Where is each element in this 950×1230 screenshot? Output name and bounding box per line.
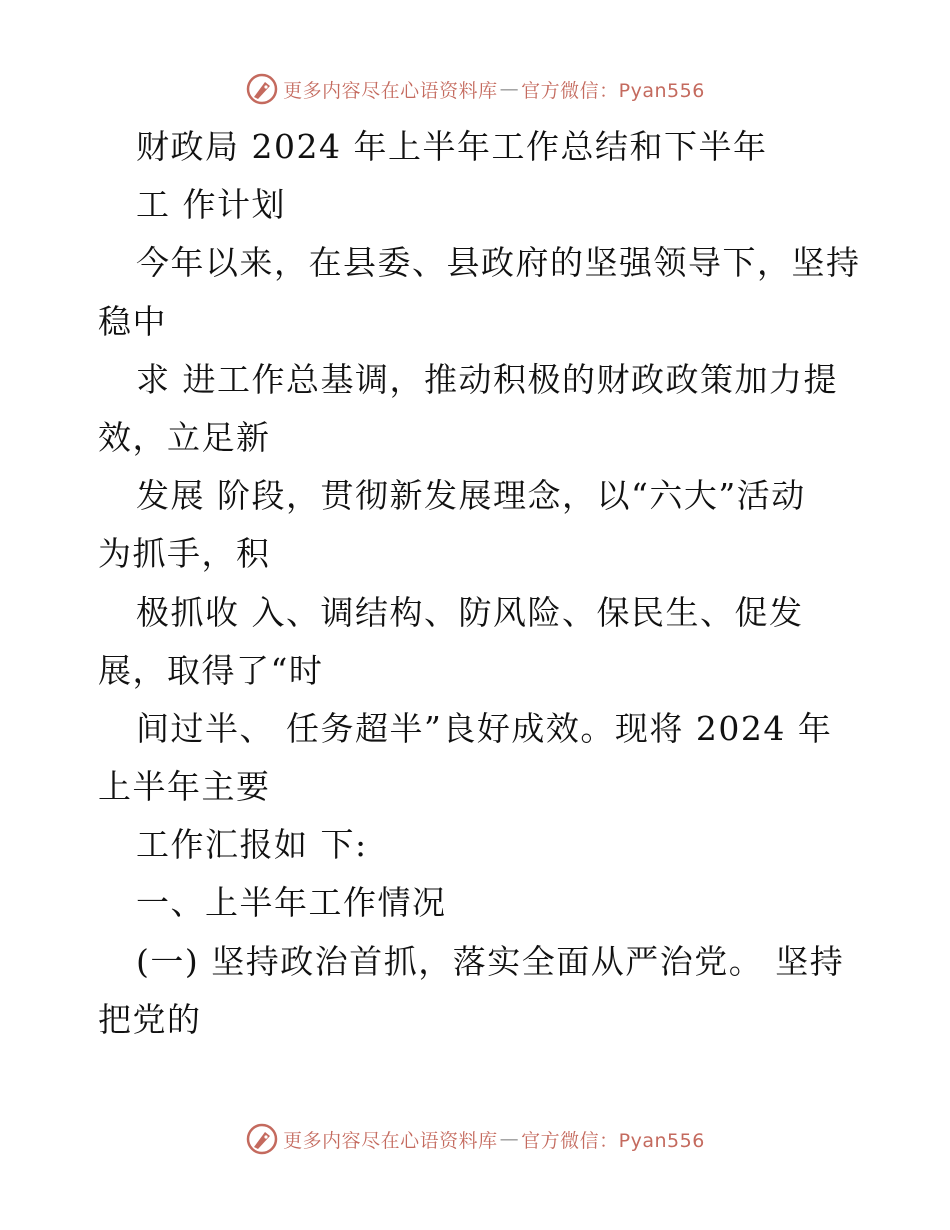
watermark-contact: 官方微信：Pyan556 bbox=[521, 79, 705, 102]
paragraph-line: 效，立足新 bbox=[98, 417, 271, 457]
paragraph-line: 工作汇报如 下: bbox=[136, 825, 368, 865]
section-heading: 一、上半年工作情况 bbox=[136, 883, 447, 923]
title-line-1: 财政局 2024 年上半年工作总结和下半年 bbox=[136, 127, 768, 166]
paragraph-line: 间过半、 任务超半”良好成效。现将 2024 年 bbox=[136, 708, 833, 748]
paragraph-line: 极抓收 入、调结构、防风险、保民生、促发 bbox=[136, 592, 804, 632]
paragraph-line: 为抓手，积 bbox=[98, 534, 271, 574]
title-line-2: 工 作计划 bbox=[136, 185, 286, 225]
header-watermark bbox=[0, 72, 950, 106]
subsection-heading: (一) 坚持政治首抓，落实全面从严治党。 坚持 bbox=[136, 941, 845, 981]
watermark-text: 更多内容尽在心语资料库 bbox=[283, 79, 498, 102]
paragraph-line: 发展 阶段，贯彻新发展理念，以“六大”活动 bbox=[136, 476, 806, 516]
watermark-contact: 官方微信：Pyan556 bbox=[521, 1129, 705, 1152]
pen-nib-logo-icon bbox=[245, 72, 279, 106]
paragraph-line: 求 进工作总基调，推动积极的财政政策加力提 bbox=[136, 359, 838, 399]
footer-watermark bbox=[0, 1122, 950, 1156]
paragraph-line: 今年以来，在县委、县政府的坚强领导下，坚持 bbox=[136, 243, 861, 283]
paragraph-line: 稳中 bbox=[98, 301, 167, 341]
watermark-separator: — bbox=[499, 78, 520, 100]
paragraph-line: 把党的 bbox=[98, 999, 202, 1039]
pen-nib-logo-icon bbox=[245, 1122, 279, 1156]
paragraph-line: 展，取得了“时 bbox=[98, 650, 324, 690]
paragraph-line: 上半年主要 bbox=[98, 767, 271, 807]
document-body bbox=[98, 118, 861, 1049]
watermark-separator: — bbox=[499, 1128, 520, 1150]
watermark-text: 更多内容尽在心语资料库 bbox=[283, 1129, 498, 1152]
